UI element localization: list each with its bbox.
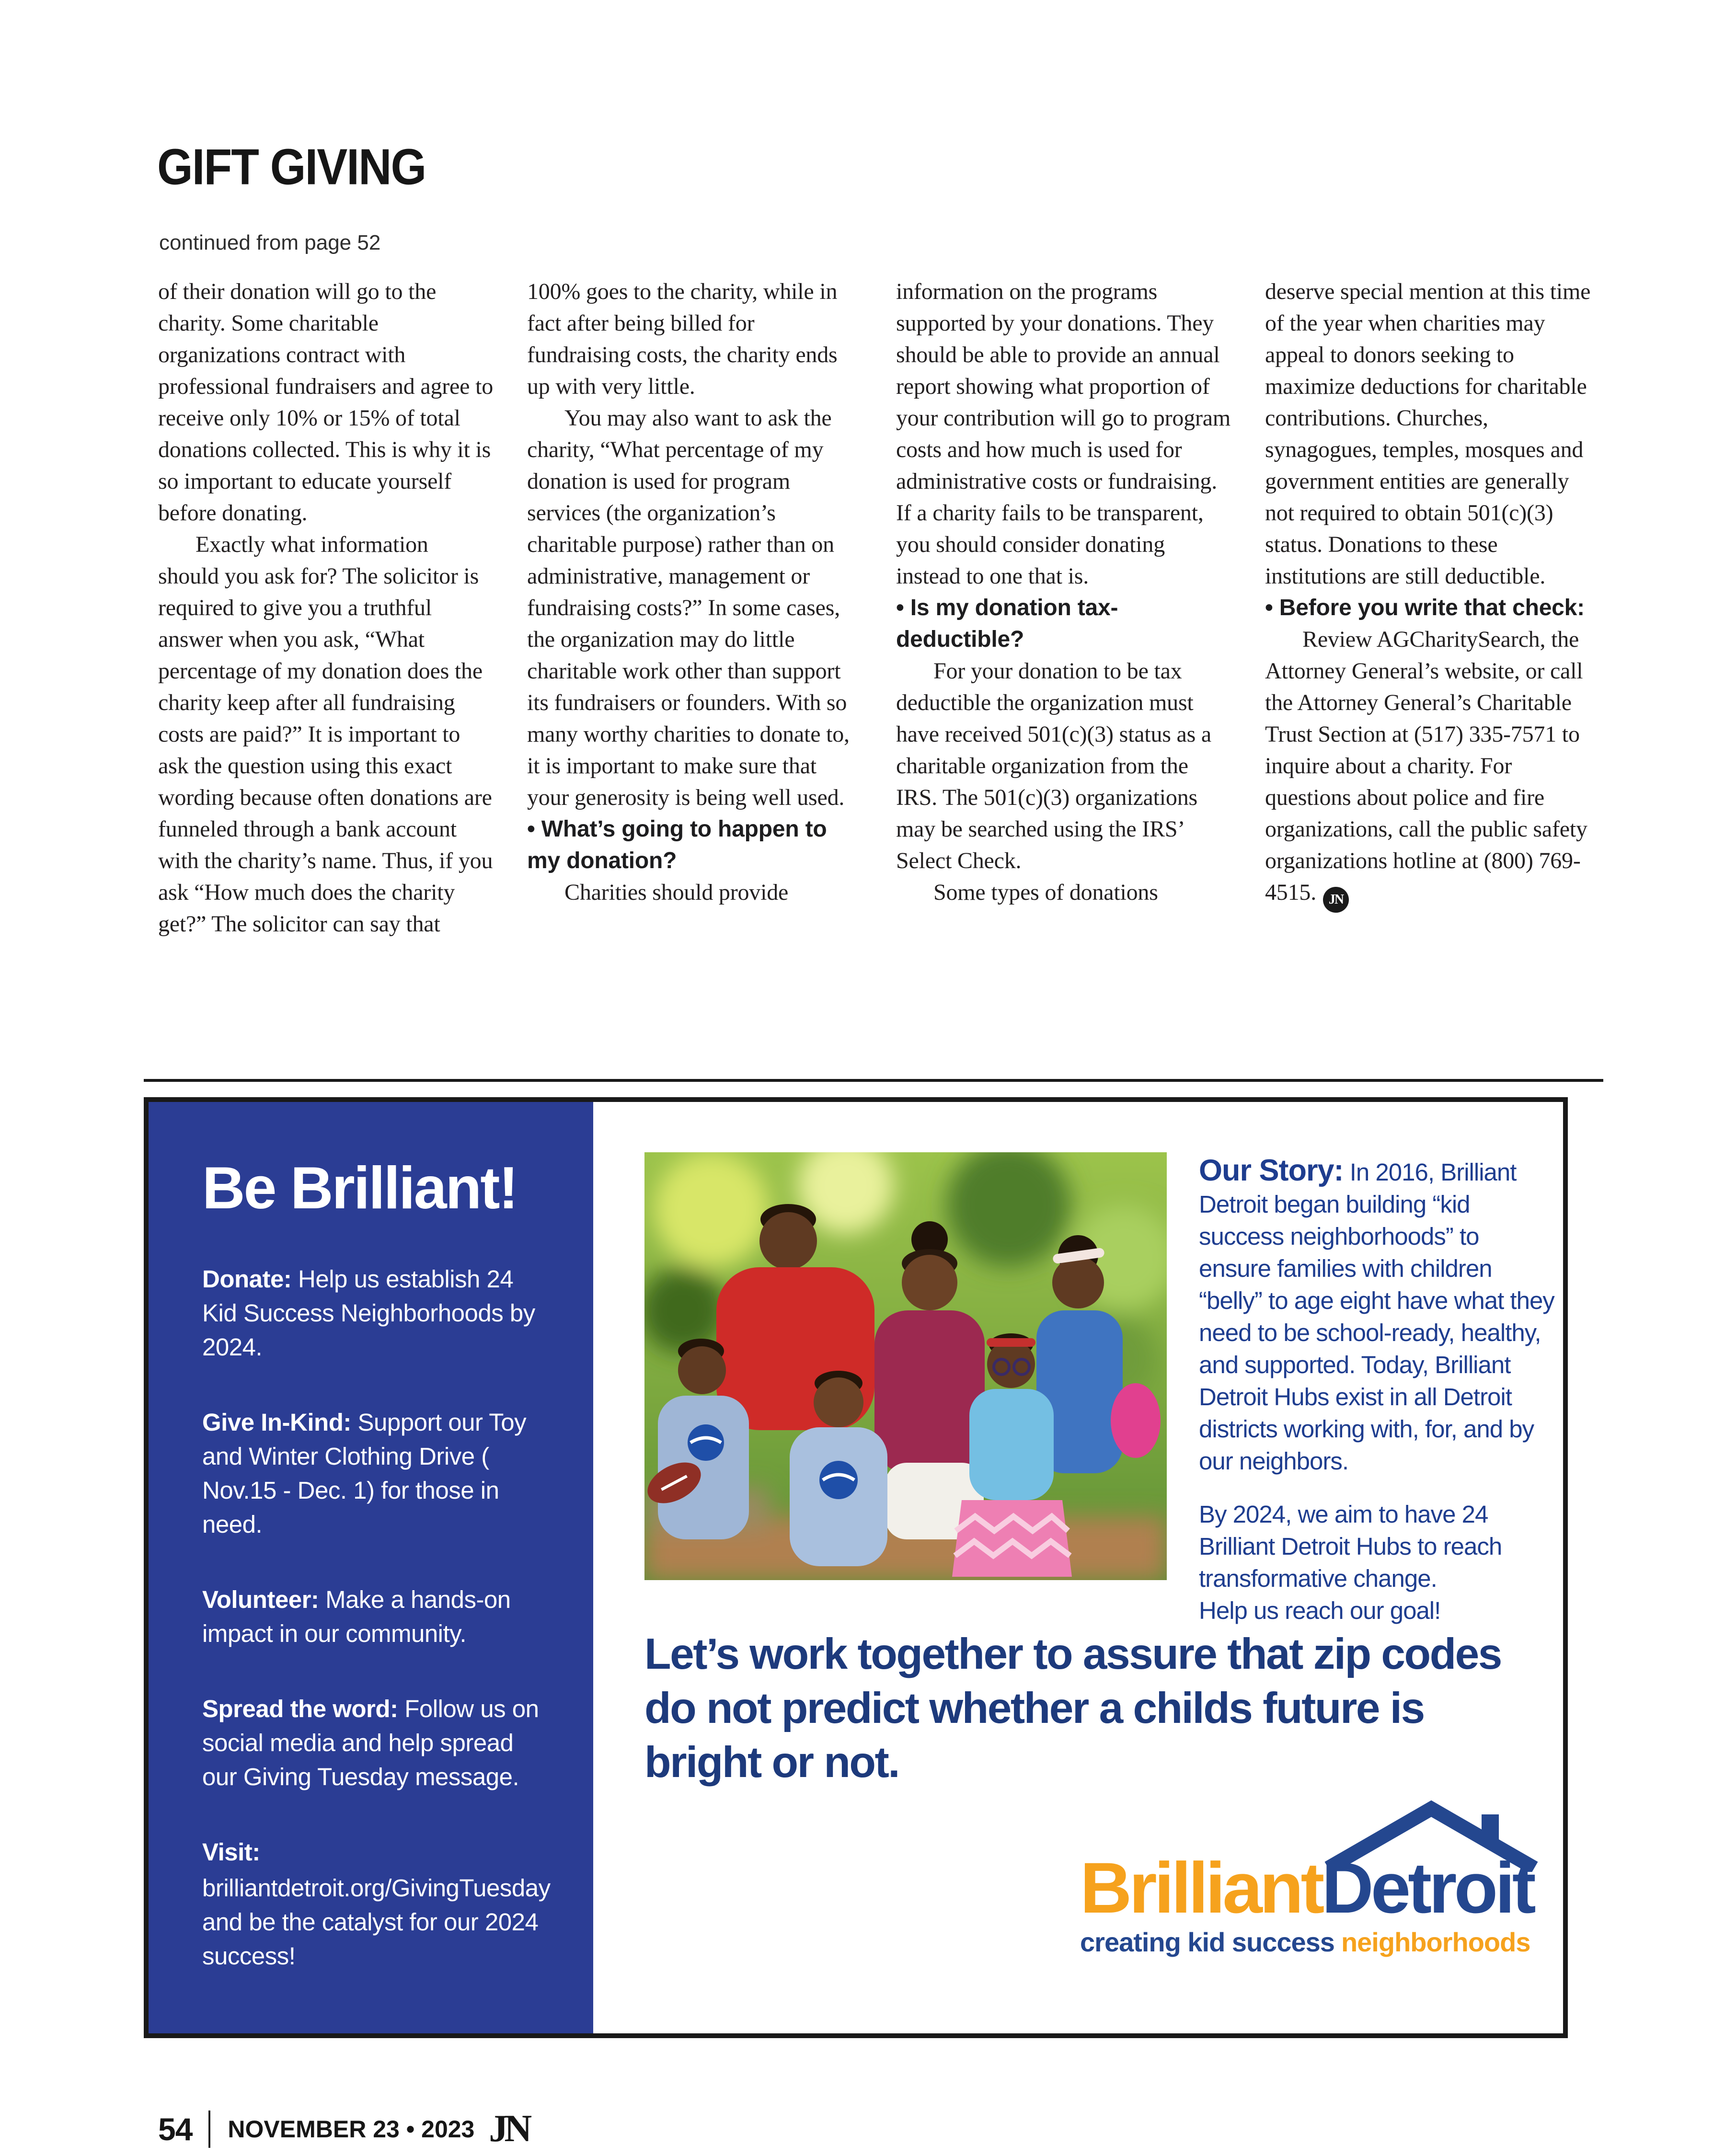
paragraph: For your donation to be tax deductible the organization must have received 501(c)(3) status as a charitable organization from the IRS. The 501(c)(3) organizations may be searched using the IRS’ Select Check.: [896, 658, 1212, 873]
divider-rule: [144, 1079, 1603, 1082]
article-column-2: [527, 276, 862, 1067]
brand-subline-left: creating kid success: [1080, 1927, 1334, 1957]
footer-divider: [208, 2110, 210, 2148]
paragraph: deserve special mention at this time of the year when charities may appeal to donors seeking to maximize deductions for charitable contributions. Churches, synagogues, temples, mosques and government entities are generally not required to obtain 501(c)(3) status. Donations to these institutions are still deductible.: [1265, 279, 1591, 589]
family-photo: [644, 1152, 1167, 1580]
brand-word-detroit: Detroit: [1322, 1847, 1533, 1928]
qa-heading: • Is my donation tax-deductible?: [896, 595, 1118, 652]
paragraph: [1265, 624, 1600, 913]
ad-story: [1199, 1155, 1554, 1627]
ad-title: Be Brilliant!: [202, 1155, 517, 1221]
story-text: Help us reach our goal!: [1199, 1597, 1441, 1624]
paragraph: Charities should provide: [564, 880, 789, 905]
ad-item-spread-the-word: [202, 1692, 545, 1794]
story-paragraph: [1199, 1498, 1554, 1627]
article-column-4: [1265, 276, 1600, 1067]
story-text: In 2016, Brilliant Detroit began building “kid success neighborhoods” to ensure families with children “belly” to age eight have what they need to be school-ready, healthy, and supported. Today, Brilliant Detroit Hubs exist in all Detroit districts working with, for, and by our neighbors.: [1199, 1158, 1554, 1475]
item-text: Follow us on social media and help spread our Giving Tuesday message.: [202, 1695, 539, 1790]
page-number: 54: [158, 2111, 193, 2147]
paragraph-text: Review AGCharitySearch, the Attorney General’s website, or call the Attorney General’s Charitable Trust Section at (517) 335-7571 to inquire about a charity. For questions about police and fire organizations, call the public safety organizations hotline at (800) 769-4515.: [1265, 627, 1587, 905]
item-label: Give In-Kind:: [202, 1409, 351, 1436]
brand-subline: [1080, 1927, 1530, 1958]
story-paragraph: [1199, 1155, 1554, 1477]
qa-heading: • Before you write that check:: [1265, 595, 1585, 620]
ad-tagline: Let’s work together to assure that zip codes do not predict whether a childs future is bright or not.: [644, 1630, 1501, 1787]
item-text: Help us establish 24 Kid Success Neighborhoods by 2024.: [202, 1265, 535, 1361]
item-label: Donate:: [202, 1265, 292, 1293]
article-columns: [158, 276, 1600, 1067]
brand-logo: [1080, 1847, 1533, 1958]
item-text: Make a hands-on impact in our community.: [202, 1586, 511, 1647]
visit-link[interactable]: brilliantdetroit.org/GivingTuesday: [202, 1874, 551, 1902]
brilliant-detroit-ad: [144, 1097, 1568, 2038]
story-heading: Our Story:: [1199, 1154, 1344, 1187]
ad-item-volunteer: [202, 1583, 545, 1651]
paragraph: You may also want to ask the charity, “What percentage of my donation is used for program services (the organization’s charitable purpose) rather than on administrative, management or fundraising costs?” In some cases, the organization may do little charitable work other than support its fundraisers or founders. With so many worthy charities to donate to, it is important to make sure that your generosity is being well used.: [527, 405, 850, 810]
item-label: Visit:: [202, 1838, 260, 1866]
paragraph: 100% goes to the charity, while in fact after being billed for fundraising costs, the charity ends up with very little.: [527, 279, 838, 399]
paragraph: Some types of donations: [933, 880, 1158, 905]
house-roof-icon: [1323, 1800, 1539, 1872]
item-text: and be the catalyst for our 2024 success!: [202, 1908, 539, 1970]
paragraph: information on the programs supported by your donations. They should be able to provide an annual report showing what proportion of your contribution will go to program costs and how much is used for administrative costs or fundraising. If a charity fails to be transparent, you should consider donating instead to one that is.: [896, 279, 1231, 589]
continued-note: continued from page 52: [159, 231, 381, 254]
item-text: Support our Toy and Winter Clothing Drive ( Nov.15 - Dec. 1) for those in need.: [202, 1409, 527, 1538]
item-label: Volunteer:: [202, 1586, 319, 1613]
brand-word-brilliant: Brilliant: [1080, 1847, 1322, 1928]
story-text: By 2024, we aim to have 24 Brilliant Detroit Hubs to reach transformative change.: [1199, 1501, 1502, 1592]
ad-item-give-in-kind: [202, 1405, 545, 1541]
ad-item-donate: [202, 1262, 545, 1364]
jn-logo: JN: [489, 2108, 529, 2150]
item-label: Spread the word:: [202, 1695, 398, 1722]
jn-circle-endmark-icon: JN: [1323, 887, 1349, 913]
issue-date: NOVEMBER 23 • 2023: [228, 2115, 475, 2143]
paragraph: of their donation will go to the charity. Some charitable organizations contract with professional fundraisers and agree to receive only 10% or 15% of total donations collected. This is why it is so important to educate yourself before donating.: [158, 279, 494, 526]
qa-heading: • What’s going to happen to my donation?: [527, 816, 827, 873]
article-column-3: [896, 276, 1231, 1067]
ad-item-visit: [202, 1835, 551, 1973]
page-footer: [158, 2107, 528, 2151]
brand-subline-right: neighborhoods: [1341, 1927, 1530, 1957]
ad-blue-panel: [149, 1102, 593, 2033]
article-column-1: [158, 276, 494, 1067]
paragraph: Exactly what information should you ask for? The solicitor is required to give you a truthful answer when you ask, “What percentage of my donation does the charity keep after all fundraising costs are paid?” It is important to ask the question using this exact wording because often donations are funneled through a bank account with the charity’s name. Thus, if you ask “How much does the charity get?” The solicitor can say that: [158, 532, 493, 937]
section-kicker: GIFT GIVING: [157, 138, 426, 195]
